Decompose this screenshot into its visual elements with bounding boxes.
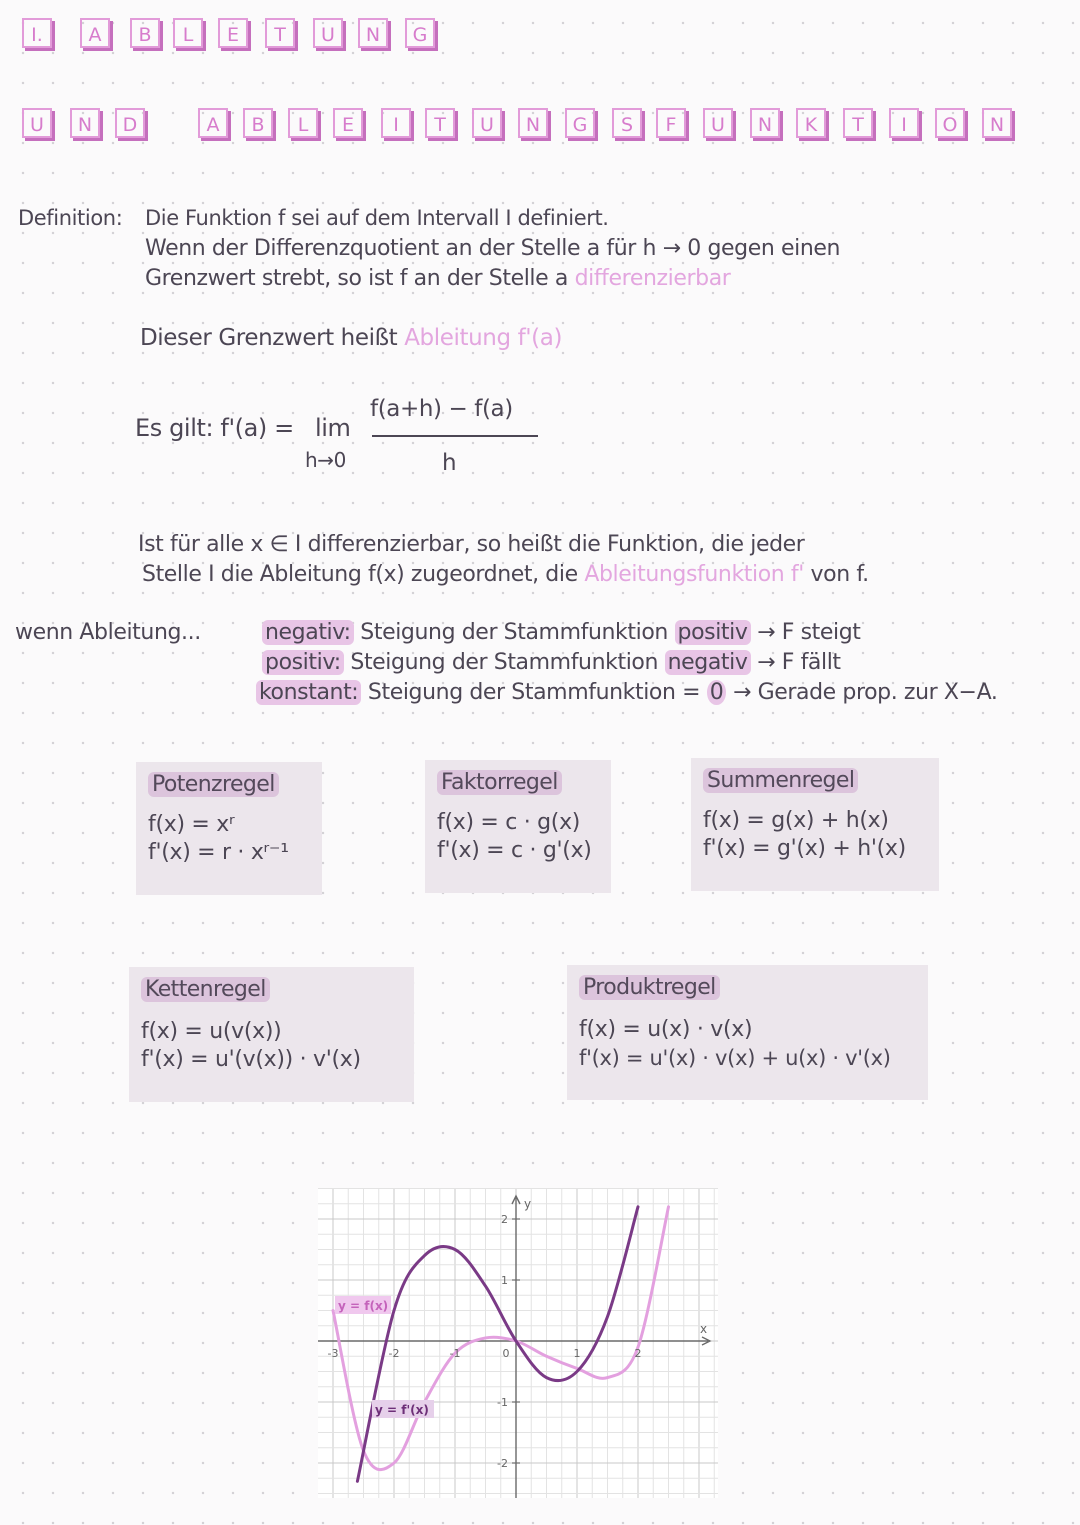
definition-line-3 (145, 266, 730, 291)
title-letter: U (22, 108, 52, 138)
title-letter: U (313, 18, 343, 48)
series-label: y = f(x) (338, 1299, 389, 1313)
title-letter: F (656, 108, 686, 138)
rule-card-summenregel (691, 758, 939, 891)
case-end: → F steigt (757, 620, 861, 645)
title-letter: N (70, 108, 100, 138)
case-key: konstant: (256, 680, 361, 705)
rule-line-1: f(x) = u(v(x)) (141, 1019, 282, 1044)
rule-line-1: f(x) = xʳ (148, 812, 235, 837)
x-axis-label: x (700, 1322, 708, 1336)
case-key: positiv: (262, 650, 344, 675)
case-text: Steigung der Stammfunktion = (367, 680, 701, 705)
formula-lim: lim (315, 414, 351, 442)
rule-title: Kettenregel (141, 977, 270, 1002)
rule-line-2: f'(x) = r · xʳ⁻¹ (148, 840, 289, 865)
title-letter: I (381, 108, 411, 138)
paragraph-line-2-text: Stelle I die Ableitung f(x) zugeordnet, die (142, 562, 578, 587)
title-letter: N (358, 18, 388, 48)
title-letter: T (265, 18, 295, 48)
rule-card-produktregel (567, 965, 928, 1100)
title-letter: U (703, 108, 733, 138)
rule-line-1: f(x) = g(x) + h(x) (703, 808, 889, 833)
title-letter: D (115, 108, 145, 138)
rule-line-2: f'(x) = c · g'(x) (437, 838, 592, 863)
cases-label: wenn Ableitung... (15, 620, 201, 645)
title-letter: G (405, 18, 435, 48)
x-tick-label: 1 (573, 1347, 581, 1360)
title-letter: S (612, 108, 642, 138)
fraction-bar (372, 435, 538, 437)
definition-line-3-text: Grenzwert strebt, so ist f an der Stelle a (145, 266, 568, 291)
title-letter: L (288, 108, 318, 138)
title-letter: K (796, 108, 826, 138)
x-tick-label: 0 (502, 1347, 510, 1360)
ableitung-highlight: Ableitung f'(a) (404, 325, 563, 351)
rule-title: Faktorregel (437, 770, 562, 795)
title-letter: N (518, 108, 548, 138)
title-letter: A (80, 18, 110, 48)
title-letter: U (472, 108, 502, 138)
case-row (262, 650, 841, 675)
y-tick-label: 2 (501, 1213, 508, 1226)
formula-prefix: Es gilt: f'(a) = (135, 414, 294, 442)
title-letter: T (425, 108, 455, 138)
case-end: → F fällt (757, 650, 841, 675)
title-letter: A (198, 108, 228, 138)
definition-line-4-text: Dieser Grenzwert heißt (140, 325, 398, 351)
definition-label: Definition: (18, 206, 123, 230)
rule-line-2: f'(x) = g'(x) + h'(x) (703, 836, 906, 861)
y-axis-label: y (524, 1197, 532, 1211)
y-tick-label: -1 (497, 1396, 508, 1409)
title-letter: G (565, 108, 595, 138)
rule-card-kettenregel (129, 967, 414, 1102)
title-letter: B (130, 18, 160, 48)
rule-line-1: f(x) = c · g(x) (437, 810, 581, 835)
case-key: negativ: (262, 620, 354, 645)
definition-line-1: Die Funktion f sei auf dem Intervall I definiert. (145, 206, 609, 230)
title-letter: L (173, 18, 203, 48)
definition-line-2: Wenn der Differenzquotient an der Stelle a für h → 0 gegen einen (145, 236, 841, 261)
rule-line-1: f(x) = u(x) · v(x) (579, 1017, 753, 1042)
paragraph-line-1: Ist für alle x ∈ I differenzierbar, so heißt die Funktion, die jeder (138, 532, 805, 557)
y-tick-label: 1 (501, 1274, 508, 1287)
formula-numerator: f(a+h) − f(a) (370, 396, 513, 422)
title-letter: O (935, 108, 965, 138)
rule-title: Produktregel (579, 975, 720, 1000)
series-label: y = f'(x) (375, 1403, 429, 1417)
title-letter: N (750, 108, 780, 138)
case-highlight: positiv (675, 620, 751, 645)
case-highlight: negativ (665, 650, 751, 675)
definition-line-4 (140, 325, 562, 351)
rule-line-2: f'(x) = u'(x) · v(x) + u(x) · v'(x) (579, 1046, 891, 1070)
differenzierbar-highlight: differenzierbar (574, 266, 731, 291)
function-graph (318, 1188, 718, 1498)
y-tick-label: -2 (497, 1457, 508, 1470)
title-letter: T (843, 108, 873, 138)
case-end: → Gerade prop. zur X−A. (732, 680, 998, 705)
formula-lim-sub: h→0 (305, 448, 346, 472)
rule-card-potenzregel (136, 762, 322, 895)
title-letter: E (333, 108, 363, 138)
title-letter: B (243, 108, 273, 138)
case-text: Steigung der Stammfunktion (350, 650, 659, 675)
case-row (256, 680, 997, 705)
x-tick-label: -3 (327, 1347, 339, 1360)
title-letter: I (889, 108, 919, 138)
x-tick-label: -2 (388, 1347, 400, 1360)
case-highlight: 0 (707, 680, 727, 705)
title-letter: I. (22, 18, 52, 48)
x-tick-label: -1 (449, 1347, 461, 1360)
rule-title: Summenregel (703, 768, 858, 793)
rule-card-faktorregel (425, 760, 611, 893)
paragraph-line-2 (142, 562, 869, 587)
rule-title: Potenzregel (148, 772, 279, 797)
paragraph-line-2-end: von f. (810, 562, 869, 587)
ableitungsfunktion-highlight: Ableitungsfunktion f' (584, 562, 804, 587)
x-tick-label: 2 (634, 1347, 642, 1360)
case-row (262, 620, 861, 645)
formula-denominator: h (442, 450, 457, 476)
rule-line-2: f'(x) = u'(v(x)) · v'(x) (141, 1047, 361, 1072)
title-letter: N (982, 108, 1012, 138)
title-letter: E (218, 18, 248, 48)
case-text: Steigung der Stammfunktion (360, 620, 668, 645)
